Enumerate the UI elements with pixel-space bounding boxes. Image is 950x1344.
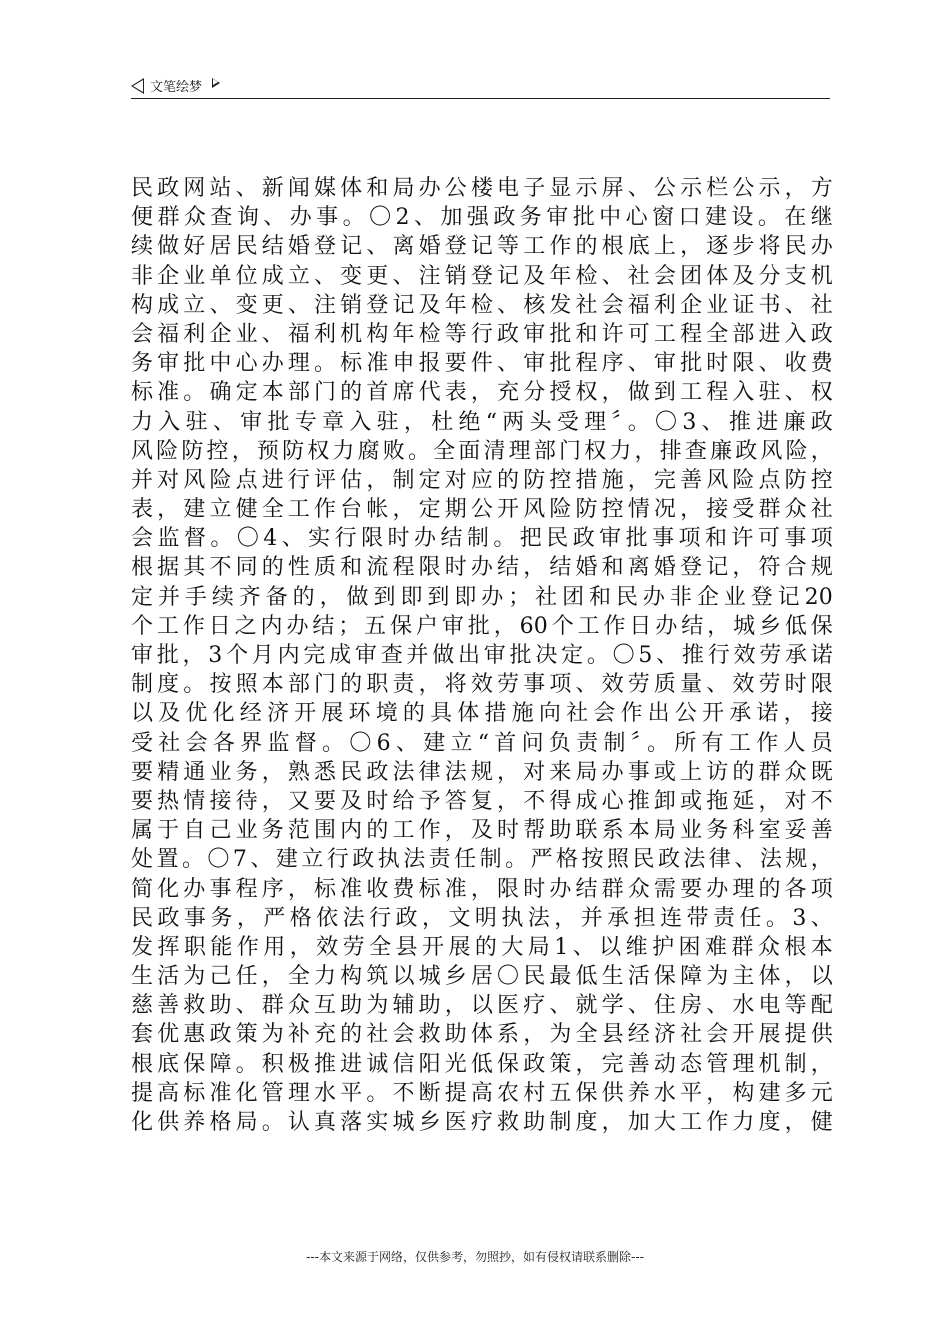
body-line: 属于自己业务范围内的工作，及时帮助联系本局业务科室妥善 — [131, 818, 833, 844]
right-triangle-icon — [212, 78, 220, 88]
body-line: 审批，3个月内完成审查并做出审批决定。〇5、推行效劳承诺 — [131, 643, 833, 668]
body-line: 根据其不同的性质和流程限时办结，结婚和离婚登记，符合规 — [131, 555, 833, 581]
body-line: 标准。确定本部门的首席代表，充分授权，做到工程入驻、权 — [131, 380, 833, 406]
body-line: 风险防控，预防权力腐败。全面清理部门权力，排查廉政风险， — [131, 438, 833, 464]
body-line: 民政事务，严格依法行政，文明执法，并承担连带责任。3、 — [131, 905, 833, 931]
body-line: 构成立、变更、注销登记及年检、核发社会福利企业证书、社 — [131, 292, 833, 318]
body-line: 定并手续齐备的，做到即到即办；社团和民办非企业登记20 — [131, 584, 833, 610]
body-line: 根底保障。积极推进诚信阳光低保政策，完善动态管理机制， — [131, 1051, 833, 1077]
body-line: 并对风险点进行评估，制定对应的防控措施，完善风险点防控 — [131, 467, 833, 493]
body-line: 要热情接待，又要及时给予答复，不得成心推卸或拖延，对不 — [131, 788, 833, 814]
body-line: 处置。〇7、建立行政执法责任制。严格按照民政法律、法规， — [131, 847, 833, 873]
body-line: 化供养格局。认真落实城乡医疗救助制度，加大工作力度，健 — [131, 1110, 833, 1135]
body-line: 会监督。〇4、实行限时办结制。把民政审批事项和许可事项 — [131, 526, 833, 552]
body-line: 以及优化经济开展环境的具体措施向社会作出公开承诺，接 — [131, 701, 833, 727]
body-line: 便群众查询、办事。〇2、加强政务审批中心窗口建设。在继 — [131, 205, 833, 231]
footer-disclaimer: ---本文来源于网络，仅供参考，勿照抄，如有侵权请联系删除--- — [306, 1250, 644, 1264]
body-line: 力入驻、审批专章入驻，杜绝“两头受理〞。〇3、推进廉政 — [131, 409, 833, 435]
body-line: 套优惠政策为补充的社会救助体系，为全县经济社会开展提供 — [131, 1022, 833, 1048]
body-line: 发挥职能作用，效劳全县开展的大局1、以维护困难群众根本 — [131, 934, 833, 960]
body-line: 受社会各界监督。〇6、建立“首问负责制〞。所有工作人员 — [131, 730, 833, 756]
body-line: 要精通业务，熟悉民政法律法规，对来局办事或上访的群众既 — [131, 759, 833, 785]
left-triangle-icon — [131, 78, 144, 94]
body-line: 慈善救助、群众互助为辅助，以医疗、就学、住房、水电等配 — [131, 993, 833, 1019]
body-line: 会福利企业、福利机构年检等行政审批和许可工程全部进入政 — [131, 321, 833, 347]
body-line: 生活为己任，全力构筑以城乡居〇民最低生活保障为主体，以 — [131, 964, 833, 990]
body-line: 续做好居民结婚登记、离婚登记等工作的根底上，逐步将民办 — [131, 234, 833, 260]
page-header — [131, 74, 830, 99]
body-line: 提高标准化管理水平。不断提高农村五保供养水平，构建多元 — [131, 1080, 833, 1106]
body-line: 务审批中心办理。标准申报要件、审批程序、审批时限、收费 — [131, 351, 833, 377]
body-line: 个工作日之内办结；五保户审批，60个工作日办结，城乡低保 — [131, 613, 833, 639]
body-line: 民政网站、新闻媒体和局办公楼电子显示屏、公示栏公示，方 — [131, 176, 833, 201]
body-line: 表，建立健全工作台帐，定期公开风险防控情况，接受群众社 — [131, 497, 833, 523]
body-line: 简化办事程序，标准收费标准，限时办结群众需要办理的各项 — [131, 876, 833, 902]
body-line: 非企业单位成立、变更、注销登记及年检、社会团体及分支机 — [131, 263, 833, 289]
header-title: 文笔绘梦 — [150, 80, 203, 95]
document-body — [131, 174, 833, 1137]
header-brand — [131, 76, 220, 95]
body-line: 制度。按照本部门的职责，将效劳事项、效劳质量、效劳时限 — [131, 672, 833, 698]
